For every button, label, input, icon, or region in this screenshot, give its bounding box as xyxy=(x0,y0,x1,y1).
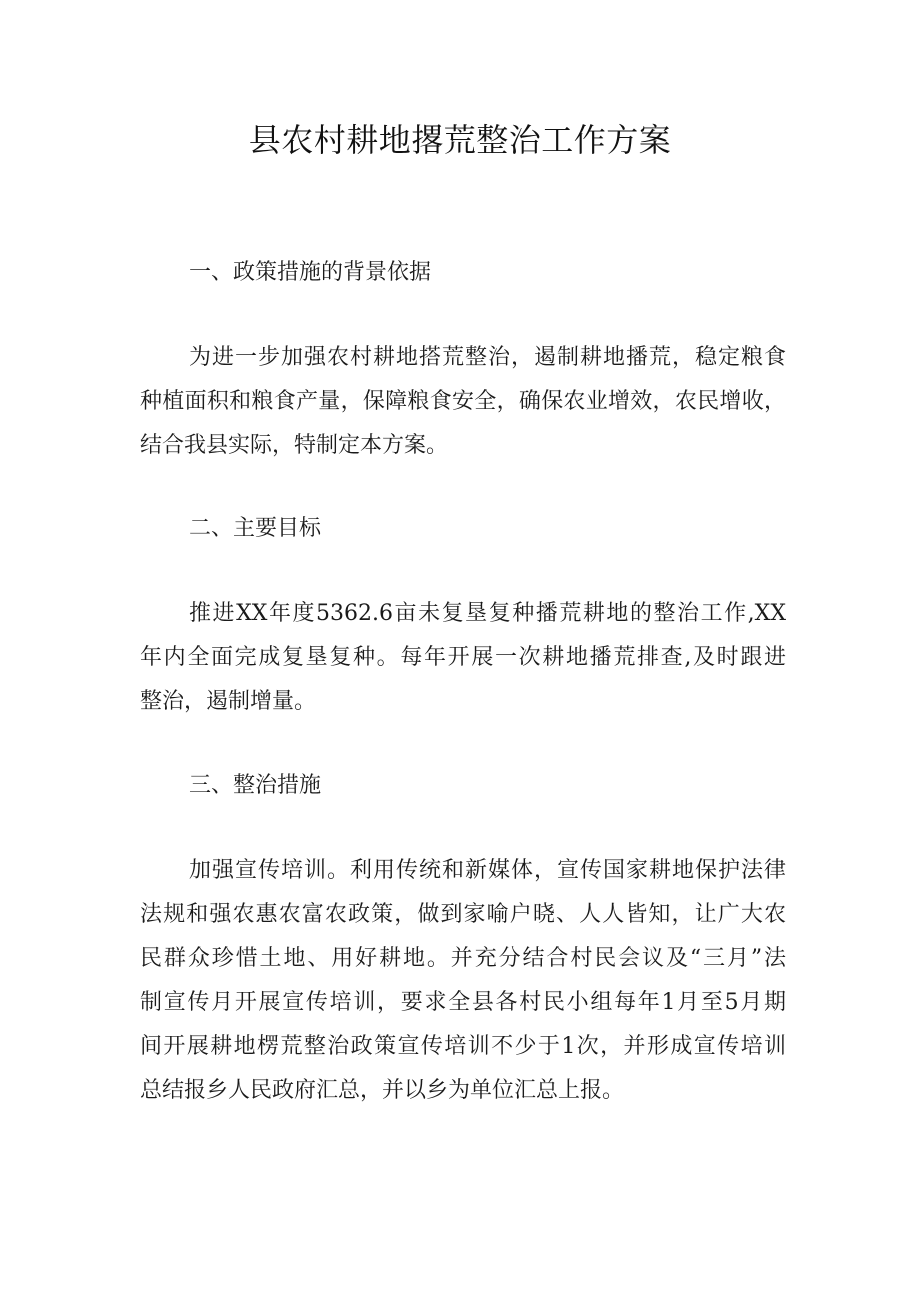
paragraph-line: 年内全面完成复垦复种。每年开展一次耕地播荒排查,及时跟进 xyxy=(140,645,786,670)
section-3-paragraph xyxy=(140,849,786,1113)
paragraph-line: 结合我县实际，特制定本方案。 xyxy=(140,433,449,458)
paragraph-line: 推进XX年度5362.6亩未复垦复种播荒耕地的整治工作,XX xyxy=(189,601,786,626)
paragraph-line: 间开展耕地楞荒整治政策宣传培训不少于1次，并形成宣传培训 xyxy=(140,1034,786,1059)
paragraph-line: 法规和强农惠农富农政策，做到家喻户晓、人人皆知，让广大农 xyxy=(140,902,786,927)
section-heading-3: 三、整治措施 xyxy=(189,773,322,798)
paragraph-line: 为进一步加强农村耕地搭荒整治，遏制耕地播荒，稳定粮食 xyxy=(189,345,786,370)
document-title: 县农村耕地撂荒整治工作方案 xyxy=(248,121,672,159)
section-heading-2: 二、主要目标 xyxy=(189,516,322,541)
paragraph-line: 整治，遏制增量。 xyxy=(140,689,317,714)
section-2-paragraph xyxy=(140,592,786,724)
paragraph-line: 加强宣传培训。利用传统和新媒体，宣传国家耕地保护法律 xyxy=(189,858,786,883)
section-heading-1: 一、政策措施的背景依据 xyxy=(189,260,432,285)
paragraph-line: 制宣传月开展宣传培训，要求全县各村民小组每年1月至5月期 xyxy=(140,990,786,1015)
paragraph-line: 总结报乡人民政府汇总，并以乡为单位汇总上报。 xyxy=(140,1078,625,1103)
section-1-paragraph xyxy=(140,336,786,468)
paragraph-line: 民群众珍惜土地、用好耕地。并充分结合村民会议及“三月”法 xyxy=(140,946,786,971)
paragraph-line: 种植面积和粮食产量，保障粮食安全，确保农业增效，农民增收， xyxy=(140,389,786,414)
